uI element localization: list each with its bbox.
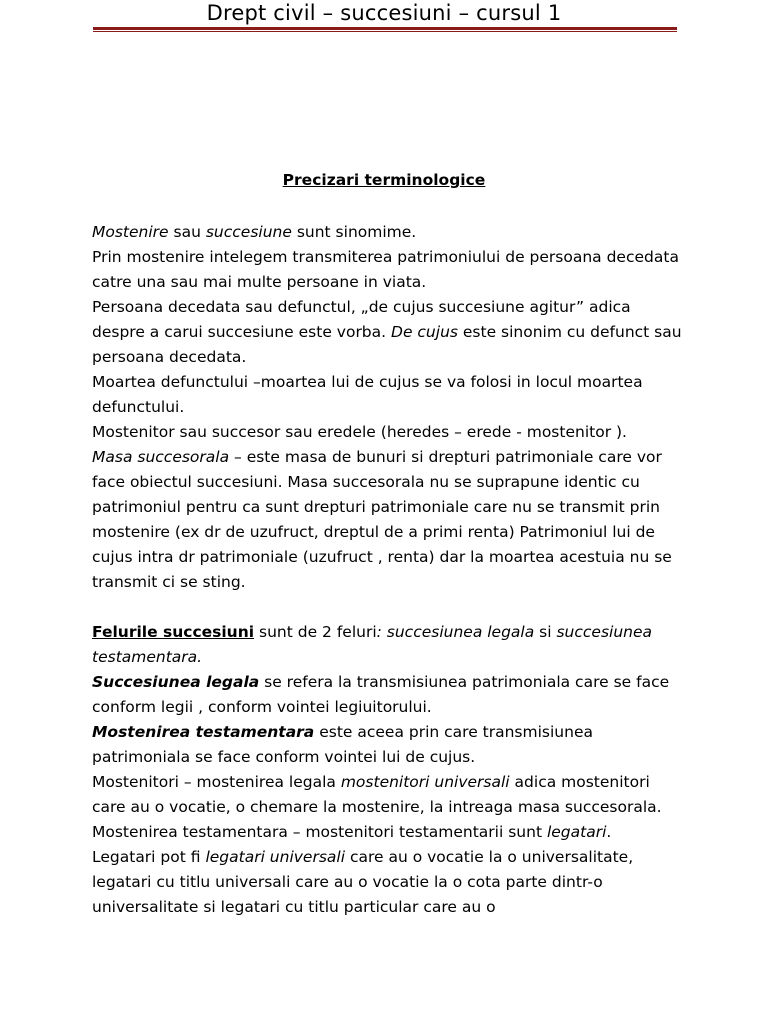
header-rule-thin <box>93 31 677 32</box>
term-succesiunea-legala-bold: Succesiunea legala <box>92 673 260 691</box>
header-rule-thick <box>93 27 677 30</box>
text-run: sau <box>168 223 206 241</box>
term-succesiune: succesiune <box>205 223 292 241</box>
text-run: Mostenirea testamentara – mostenitori testamentarii sunt <box>92 823 547 841</box>
text-run: sunt sinomime. <box>291 223 417 241</box>
document-body <box>92 220 684 920</box>
term-mostenirea-testamentara-bold: Mostenirea testamentara <box>92 723 315 741</box>
text-run: – este masa de bunuri si drepturi patrimoniale care vor face obiectul succesiuni. Masa succesorala nu se suprapune identic cu patrimoniul pentru ca sunt drepturi patrimoniale care nu se transmit prin mostenire (ex dr de uzufruct, dreptul de a primi renta) Patrimoniul lui de cujus intra dr patrimoniale (uzufruct , renta) dar la moartea acestuia nu se transmit ci se sting. <box>92 448 672 591</box>
paragraph-mostenirea-testamentara <box>92 720 684 770</box>
term-legatari: legatari <box>546 823 607 841</box>
paragraph-definition: Prin mostenire intelegem transmiterea patrimoniului de persoana decedata catre una sau mai multe persoane in viata. <box>92 248 679 291</box>
text-run: este aceea prin care transmisiunea patrimoniala se face conform vointei lui de cujus. <box>92 723 593 766</box>
term-succesiunea-testamentara: succesiunea testamentara. <box>92 623 653 666</box>
term-de-cujus: De cujus <box>391 323 458 341</box>
paragraph-succesiunea-legala <box>92 670 684 720</box>
paragraph-mostenitori-legala <box>92 770 684 820</box>
term-masa-succesorala: Masa succesorala <box>92 448 230 466</box>
text-run: si <box>534 623 557 641</box>
text-run: se refera la transmisiunea patrimoniala care se face conform legii , conform vointei legiuitorului. <box>92 673 670 716</box>
term-legatari-universali: legatari universali <box>205 848 346 866</box>
text-run: este sinonim cu defunct sau persoana decedata. <box>92 323 682 366</box>
paragraph-felurile <box>92 620 684 670</box>
text-run: Legatari pot fi <box>92 848 206 866</box>
term-mostenitori-universali: mostenitori universali <box>340 773 510 791</box>
paragraph-mostenitori-testamentari <box>92 820 684 845</box>
text-run: adica mostenitori care au o vocatie, o chemare la mostenire, la intreaga masa succesorala. <box>92 773 662 816</box>
text-run: . <box>606 823 612 841</box>
paragraph-legatari <box>92 845 684 920</box>
paragraph-synonyms <box>92 220 684 245</box>
paragraph-masa-succesorala <box>92 445 684 595</box>
paragraph-moartea: Moartea defunctului –moartea lui de cujus se va folosi in locul moartea defunctului. <box>92 373 643 416</box>
term-mostenire: Mostenire <box>92 223 169 241</box>
text-run: care au o vocatie la o universalitate, legatari cu titlu universali care au o vocatie la o cota parte dintr-o universalitate si legatari cu titlu particular care au o <box>92 848 634 916</box>
term-succesiunea-legala: : succesiunea legala <box>376 623 535 641</box>
section-heading: Precizari terminologice <box>282 171 486 189</box>
term-felurile-succesiuni: Felurile succesiuni <box>92 623 255 641</box>
page-header-title: Drept civil – succesiuni – cursul 1 <box>206 1 562 25</box>
text-run: Persoana decedata sau defunctul, „de cujus succesiune agitur” adica despre a carui succesiune este vorba. <box>92 298 631 341</box>
text-run: sunt de 2 feluri <box>254 623 377 641</box>
paragraph-gap <box>92 595 684 620</box>
paragraph-mostenitor: Mostenitor sau succesor sau eredele (heredes – erede - mostenitor ). <box>92 423 627 441</box>
paragraph-de-cujus <box>92 295 684 370</box>
text-run: Mostenitori – mostenirea legala <box>92 773 341 791</box>
